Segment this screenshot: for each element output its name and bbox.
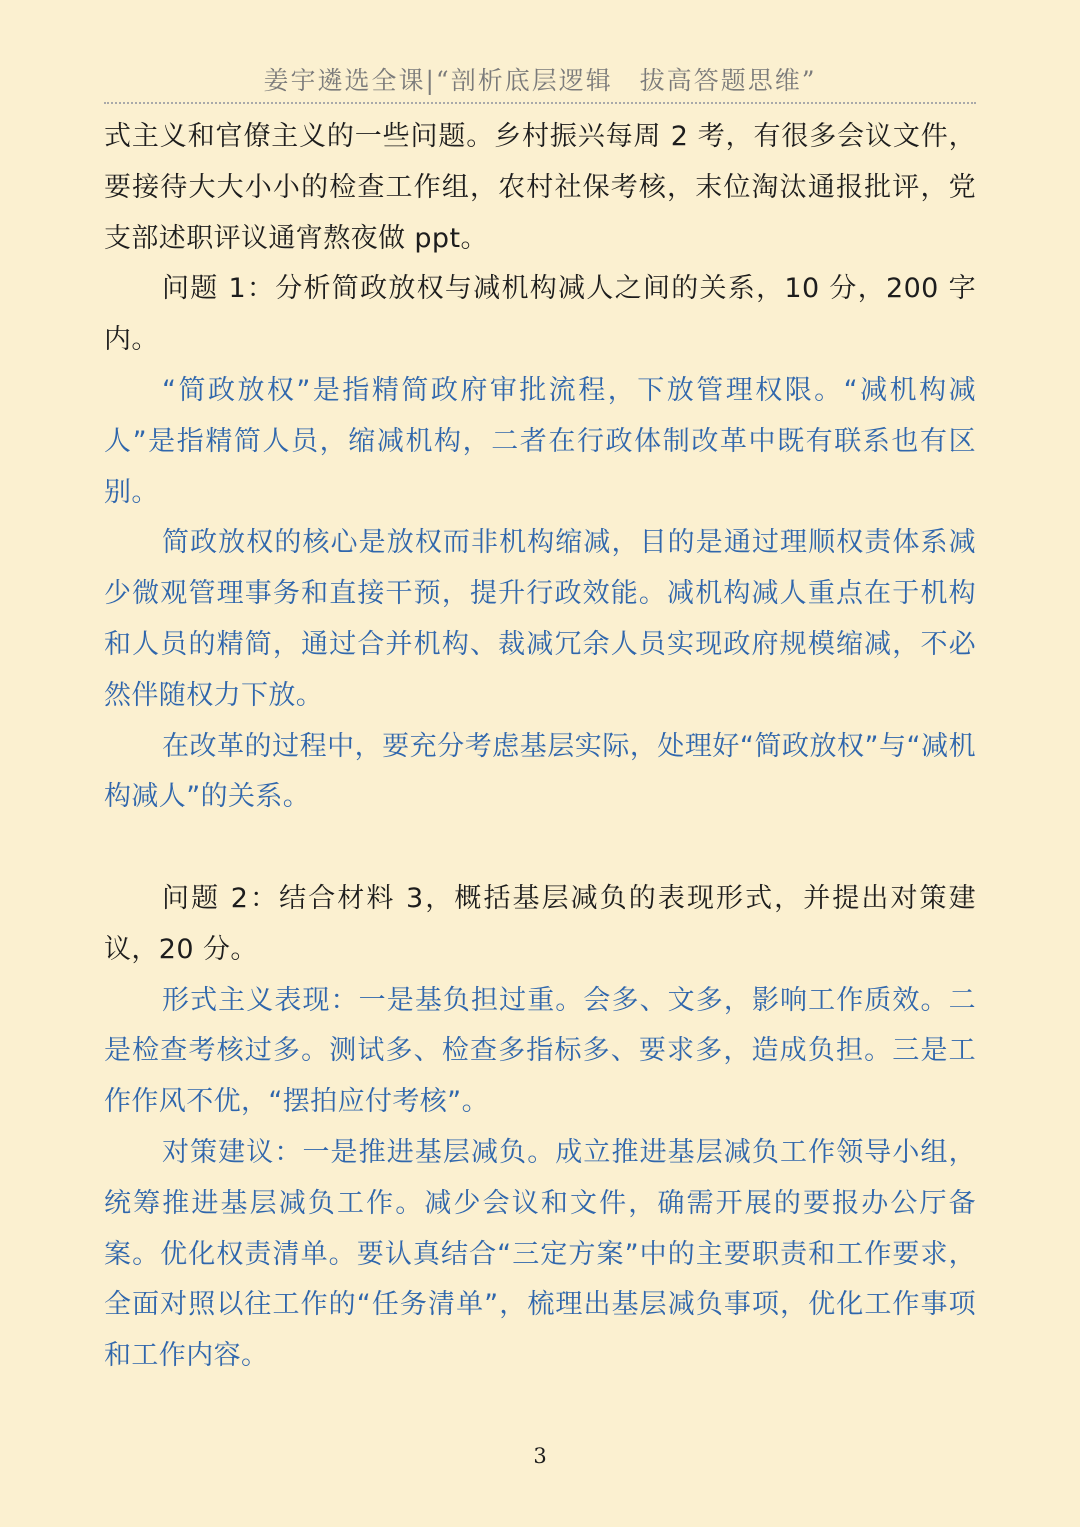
paragraph-answer-2-manifestations: 形式主义表现：一是基负担过重。会多、文多，影响工作质效。二是检查考核过多。测试多、检查多指标多、要求多，造成负担。三是工作作风不优，“摆拍应付考核”。	[104, 984, 976, 1118]
document-body	[104, 112, 976, 1382]
paragraph-answer-1-difference: 简政放权的核心是放权而非机构缩减，目的是通过理顺权责体系减少微观管理事务和直接干预，提升行政效能。减机构减人重点在于机构和人员的精简，通过合并机构、裁减冗余人员实现政府规模缩减，不必然伴随权力下放。	[104, 527, 976, 711]
paragraph-answer-1-conclusion: 在改革的过程中，要充分考虑基层实际，处理好“简政放权”与“减机构减人”的关系。	[104, 730, 976, 813]
paragraph-question-2: 问题 2：结合材料 3，概括基层减负的表现形式，并提出对策建议，20 分。	[104, 882, 976, 965]
page-header: 姜宇遴选全课|“剖析底层逻辑 拔高答题思维”	[263, 66, 817, 95]
header-divider	[104, 102, 976, 104]
paragraph-answer-2-countermeasures: 对策建议：一是推进基层减负。成立推进基层减负工作领导小组，统筹推进基层减负工作。减少会议和文件，确需开展的要报办公厅备案。优化权责清单。要认真结合“三定方案”中的主要职责和工作要求，全面对照以往工作的“任务清单”，梳理出基层减负事项，优化工作事项和工作内容。	[104, 1136, 976, 1372]
paragraph-question-1: 问题 1：分析简政放权与减机构减人之间的关系，10 分，200 字内。	[104, 273, 976, 356]
paragraph-answer-1-definition: “简政放权”是指精简政府审批流程，下放管理权限。“减机构减人”是指精简人员，缩减机构，二者在行政体制改革中既有联系也有区别。	[104, 374, 976, 508]
page-number: 3	[533, 1444, 547, 1468]
paragraph-material-continuation: 式主义和官僚主义的一些问题。乡村振兴每周 2 考，有很多会议文件，要接待大大小小的检查工作组，农村社保考核，末位淘汰通报批评，党支部述职评议通宵熬夜做 ppt。	[104, 121, 976, 254]
blank-line	[104, 823, 976, 874]
